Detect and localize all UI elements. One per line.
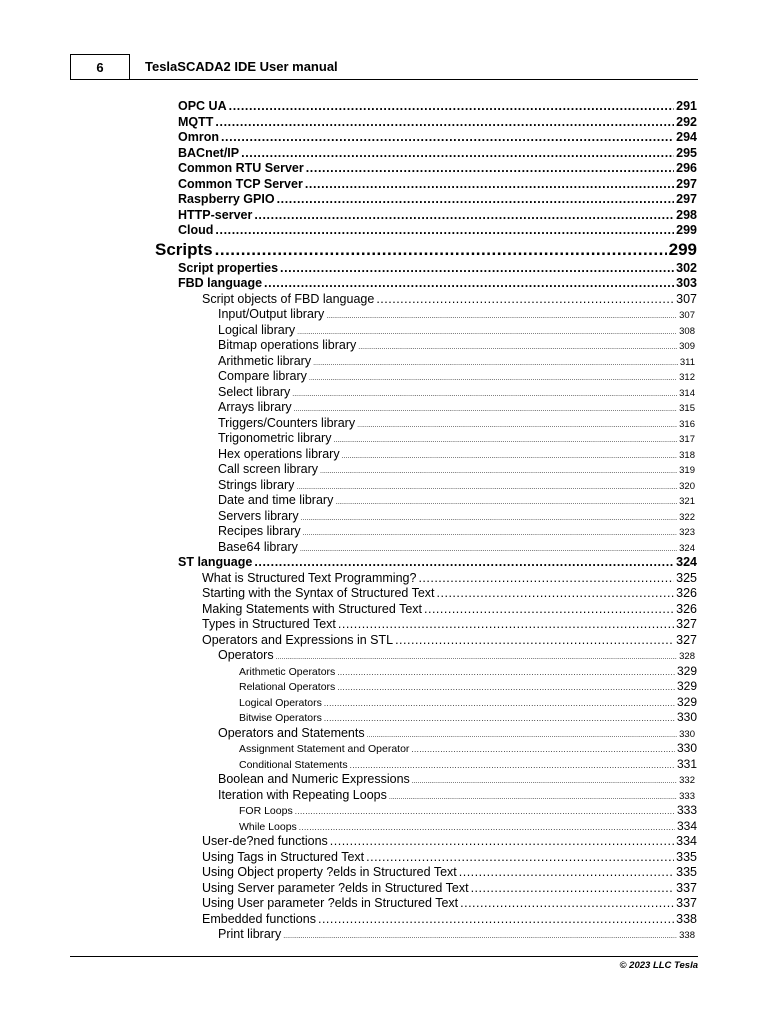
- toc-entry-title: User-de?ned functions: [202, 834, 328, 848]
- toc-entry-title: Iteration with Repeating Loops: [218, 787, 387, 802]
- dot-leader: [283, 927, 677, 945]
- toc-entry[interactable]: [0, 555, 697, 571]
- toc-entry-page: 312: [679, 372, 695, 383]
- toc-entry[interactable]: [0, 524, 695, 540]
- header-rule: [130, 79, 698, 80]
- toc-entry-title: Trigonometric library: [218, 431, 332, 445]
- dot-leader: [306, 161, 674, 177]
- toc-entry-title: Script properties: [178, 260, 279, 275]
- dot-leader: [376, 292, 674, 308]
- toc-entry[interactable]: [0, 208, 697, 224]
- toc-entry-page: 307: [679, 310, 695, 321]
- toc-entry-page: 298: [676, 207, 697, 222]
- toc-entry-title: Call screen library: [218, 462, 319, 476]
- toc-entry-title: Making Statements with Structured Text: [202, 601, 423, 616]
- toc-entry-title: HTTP-server: [178, 207, 253, 222]
- toc-entry-title: Raspberry GPIO: [178, 192, 275, 206]
- toc-entry[interactable]: [0, 834, 697, 850]
- dot-leader: [366, 850, 674, 866]
- toc-entry[interactable]: [0, 865, 697, 881]
- toc-entry-page: 302: [676, 260, 697, 275]
- toc-entry[interactable]: [0, 695, 697, 711]
- dot-leader: [318, 912, 674, 928]
- toc-entry[interactable]: [0, 385, 695, 401]
- toc-entry[interactable]: [0, 223, 697, 239]
- toc-entry-title: MQTT: [178, 114, 214, 129]
- dot-leader: [305, 177, 674, 193]
- toc-entry-page: 327: [676, 617, 697, 631]
- toc-entry[interactable]: [0, 431, 695, 447]
- toc-entry-title: Boolean and Numeric Expressions: [218, 772, 410, 786]
- toc-entry-title: Using User parameter ?elds in Structured Text: [202, 896, 459, 910]
- toc-entry-title: Recipes library: [218, 524, 301, 538]
- toc-entry-page: 331: [676, 756, 697, 771]
- toc-entry[interactable]: [0, 586, 697, 602]
- toc-entry-page: 326: [676, 601, 697, 616]
- manual-title: TeslaSCADA2 IDE User manual: [145, 59, 338, 74]
- toc-entry-title: Starting with the Syntax of Structured Text: [202, 586, 435, 600]
- toc-entry-page: 320: [679, 480, 695, 492]
- toc-entry-page: 324: [676, 555, 697, 569]
- dot-leader: [337, 665, 675, 681]
- toc-entry-page: 334: [676, 834, 697, 848]
- toc-entry-title: Relational Operators: [239, 681, 336, 693]
- dot-leader: [459, 865, 674, 881]
- toc-entry[interactable]: [0, 757, 697, 773]
- toc-entry-title: Strings library: [218, 477, 295, 492]
- toc-entry-title: Embedded functions: [202, 911, 316, 926]
- toc-entry-page: 338: [679, 930, 695, 941]
- dot-leader: [215, 239, 667, 261]
- toc-entry-page: 291: [676, 99, 697, 113]
- toc-entry-title: Using Server parameter ?elds in Structured Text: [202, 880, 469, 895]
- toc-entry-page: 319: [679, 465, 695, 476]
- toc-entry-page: 326: [676, 586, 697, 600]
- toc-entry[interactable]: [0, 354, 695, 370]
- dot-leader: [460, 896, 674, 912]
- toc-entry-page: 292: [676, 114, 697, 129]
- toc-entry[interactable]: [0, 447, 695, 463]
- toc-entry-title: Hex operations library: [218, 446, 340, 461]
- toc-entry-page: 324: [679, 542, 695, 554]
- toc-entry[interactable]: [0, 679, 697, 695]
- toc-entry-title: Arithmetic library: [218, 353, 312, 368]
- toc-entry[interactable]: [0, 400, 695, 416]
- dot-leader: [229, 99, 675, 115]
- toc-entry-title: Using Tags in Structured Text: [202, 849, 365, 864]
- toc-entry[interactable]: [0, 416, 695, 432]
- toc-entry[interactable]: [0, 478, 695, 494]
- toc-entry[interactable]: [0, 788, 695, 804]
- toc-entry-page: 321: [679, 496, 695, 507]
- toc-entry-title: Common TCP Server: [178, 176, 303, 191]
- toc-entry[interactable]: [0, 261, 697, 277]
- toc-entry-page: 315: [679, 403, 695, 414]
- toc-entry-page: 308: [679, 325, 695, 337]
- dot-leader: [215, 115, 674, 131]
- toc-entry-page: 309: [679, 341, 695, 352]
- toc-entry-title: Operators and Statements: [218, 725, 365, 740]
- dot-leader: [330, 834, 674, 850]
- dot-leader: [295, 804, 675, 820]
- toc-entry-page: 322: [679, 511, 695, 523]
- dot-leader: [338, 617, 674, 633]
- toc-entry-title: Arithmetic Operators: [239, 665, 336, 678]
- toc-entry-title: Scripts: [155, 239, 213, 259]
- dot-leader: [254, 555, 674, 571]
- dot-leader: [471, 881, 675, 897]
- dot-leader: [280, 261, 674, 277]
- toc-entry[interactable]: [0, 292, 697, 308]
- dot-leader: [324, 711, 675, 727]
- dot-leader: [424, 602, 674, 618]
- dot-leader: [215, 223, 674, 239]
- toc-entry[interactable]: [0, 927, 695, 943]
- table-of-contents: [0, 99, 768, 943]
- toc-entry-title: Bitmap operations library: [218, 338, 357, 352]
- dot-leader: [299, 820, 675, 836]
- toc-entry-page: 297: [676, 176, 697, 191]
- toc-entry-title: Bitwise Operators: [239, 712, 322, 724]
- toc-entry[interactable]: [0, 115, 697, 131]
- toc-entry-page: 303: [676, 276, 697, 290]
- toc-entry-title: Logical Operators: [239, 696, 322, 709]
- toc-entry[interactable]: [0, 338, 695, 354]
- toc-entry-page: 329: [676, 694, 697, 709]
- toc-entry[interactable]: [0, 881, 697, 897]
- toc-entry-page: 311: [679, 356, 695, 368]
- toc-entry-page: 329: [676, 679, 697, 693]
- dot-leader: [411, 742, 675, 758]
- toc-entry-page: 323: [679, 527, 695, 538]
- toc-entry-title: What is Structured Text Programming?: [202, 570, 417, 585]
- dot-leader: [254, 208, 674, 224]
- toc-entry[interactable]: [0, 741, 697, 757]
- toc-entry-title: Operators and Expressions in STL: [202, 632, 394, 647]
- dot-leader: [264, 276, 674, 292]
- toc-entry-page: 330: [676, 741, 697, 755]
- toc-entry[interactable]: [0, 617, 697, 633]
- toc-entry-page: 307: [676, 291, 697, 306]
- toc-entry-title: Triggers/Counters library: [218, 415, 356, 430]
- dot-leader: [350, 758, 675, 774]
- toc-entry-title: Base64 library: [218, 539, 298, 554]
- dot-leader: [241, 146, 674, 162]
- toc-entry-title: BACnet/IP: [178, 145, 240, 160]
- toc-entry-title: OPC UA: [178, 99, 227, 113]
- toc-entry[interactable]: [0, 177, 697, 193]
- dot-leader: [277, 192, 675, 208]
- toc-entry-page: 329: [676, 663, 697, 678]
- toc-entry[interactable]: [0, 192, 697, 208]
- toc-entry[interactable]: [0, 161, 697, 177]
- toc-entry-page: 314: [679, 387, 695, 399]
- toc-entry[interactable]: [0, 571, 697, 587]
- toc-entry[interactable]: [0, 307, 695, 323]
- toc-entry-page: 334: [676, 818, 697, 833]
- page-header: [70, 54, 698, 80]
- toc-entry[interactable]: [0, 803, 697, 819]
- toc-entry[interactable]: [0, 896, 697, 912]
- toc-entry-page: 297: [676, 192, 697, 206]
- toc-entry[interactable]: [0, 726, 695, 742]
- toc-entry-page: 295: [676, 145, 697, 160]
- toc-entry-page: 328: [679, 651, 695, 662]
- toc-entry-page: 296: [676, 161, 697, 175]
- dot-leader: [324, 696, 675, 712]
- toc-entry-title: Input/Output library: [218, 307, 325, 321]
- toc-entry-title: Using Object property ?elds in Structured Text: [202, 865, 457, 879]
- toc-entry[interactable]: [0, 912, 697, 928]
- toc-entry[interactable]: [0, 772, 695, 788]
- toc-entry-page: 299: [668, 239, 697, 259]
- toc-entry[interactable]: [0, 130, 697, 146]
- toc-entry-title: Date and time library: [218, 493, 334, 507]
- toc-entry-page: 330: [676, 710, 697, 724]
- toc-entry-page: 335: [676, 865, 697, 879]
- toc-entry-title: Print library: [218, 927, 282, 941]
- dot-leader: [221, 130, 674, 146]
- toc-entry-page: 335: [676, 849, 697, 864]
- toc-entry[interactable]: [0, 664, 697, 680]
- dot-leader: [337, 680, 675, 696]
- toc-entry-page: 299: [676, 223, 697, 237]
- toc-entry[interactable]: [0, 323, 695, 339]
- toc-entry-title: FBD language: [178, 276, 263, 290]
- toc-entry[interactable]: [0, 146, 697, 162]
- toc-entry[interactable]: [0, 850, 697, 866]
- toc-entry-page: 325: [676, 570, 697, 585]
- toc-entry-page: 317: [679, 434, 695, 445]
- toc-entry[interactable]: [0, 239, 697, 261]
- toc-entry[interactable]: [0, 648, 695, 664]
- footer-copyright: © 2023 LLC Tesla: [619, 960, 698, 971]
- toc-entry[interactable]: [0, 602, 697, 618]
- toc-entry[interactable]: [0, 493, 695, 509]
- toc-entry-title: Compare library: [218, 369, 307, 383]
- toc-entry-page: 327: [676, 632, 697, 647]
- toc-entry[interactable]: [0, 710, 697, 726]
- dot-leader: [395, 633, 674, 649]
- toc-entry-title: Logical library: [218, 322, 296, 337]
- toc-entry-title: Cloud: [178, 223, 214, 237]
- dot-leader: [418, 571, 674, 587]
- toc-entry-title: ST language: [178, 555, 253, 569]
- toc-entry-page: 338: [676, 911, 697, 926]
- toc-entry-title: Types in Structured Text: [202, 617, 336, 631]
- toc-entry[interactable]: [0, 369, 695, 385]
- toc-entry-title: Script objects of FBD language: [202, 291, 375, 306]
- toc-entry-title: Arrays library: [218, 400, 292, 414]
- toc-entry-page: 330: [679, 728, 695, 740]
- toc-entry-title: While Loops: [239, 820, 297, 833]
- toc-entry-page: 294: [676, 130, 697, 144]
- toc-entry-title: Servers library: [218, 508, 299, 523]
- toc-entry[interactable]: [0, 99, 697, 115]
- toc-entry-page: 337: [676, 896, 697, 910]
- toc-entry-title: FOR Loops: [239, 805, 293, 817]
- toc-entry[interactable]: [0, 540, 695, 556]
- toc-entry[interactable]: [0, 462, 695, 478]
- footer-rule: [70, 956, 698, 957]
- toc-entry-title: Assignment Statement and Operator: [239, 743, 410, 755]
- page-number: 6: [70, 54, 130, 80]
- toc-entry-page: 333: [676, 803, 697, 817]
- toc-entry-page: 333: [679, 790, 695, 802]
- toc-entry-title: Common RTU Server: [178, 161, 304, 175]
- dot-leader: [437, 586, 675, 602]
- toc-entry[interactable]: [0, 276, 697, 292]
- toc-entry-title: Omron: [178, 130, 219, 144]
- toc-entry[interactable]: [0, 819, 697, 835]
- toc-entry-page: 318: [679, 449, 695, 461]
- toc-entry-title: Select library: [218, 384, 291, 399]
- toc-entry-page: 316: [679, 418, 695, 430]
- toc-entry[interactable]: [0, 509, 695, 525]
- toc-entry-title: Operators: [218, 648, 274, 662]
- toc-entry-title: Conditional Statements: [239, 758, 348, 771]
- toc-entry[interactable]: [0, 633, 697, 649]
- toc-entry-page: 332: [679, 775, 695, 786]
- toc-entry-page: 337: [676, 880, 697, 895]
